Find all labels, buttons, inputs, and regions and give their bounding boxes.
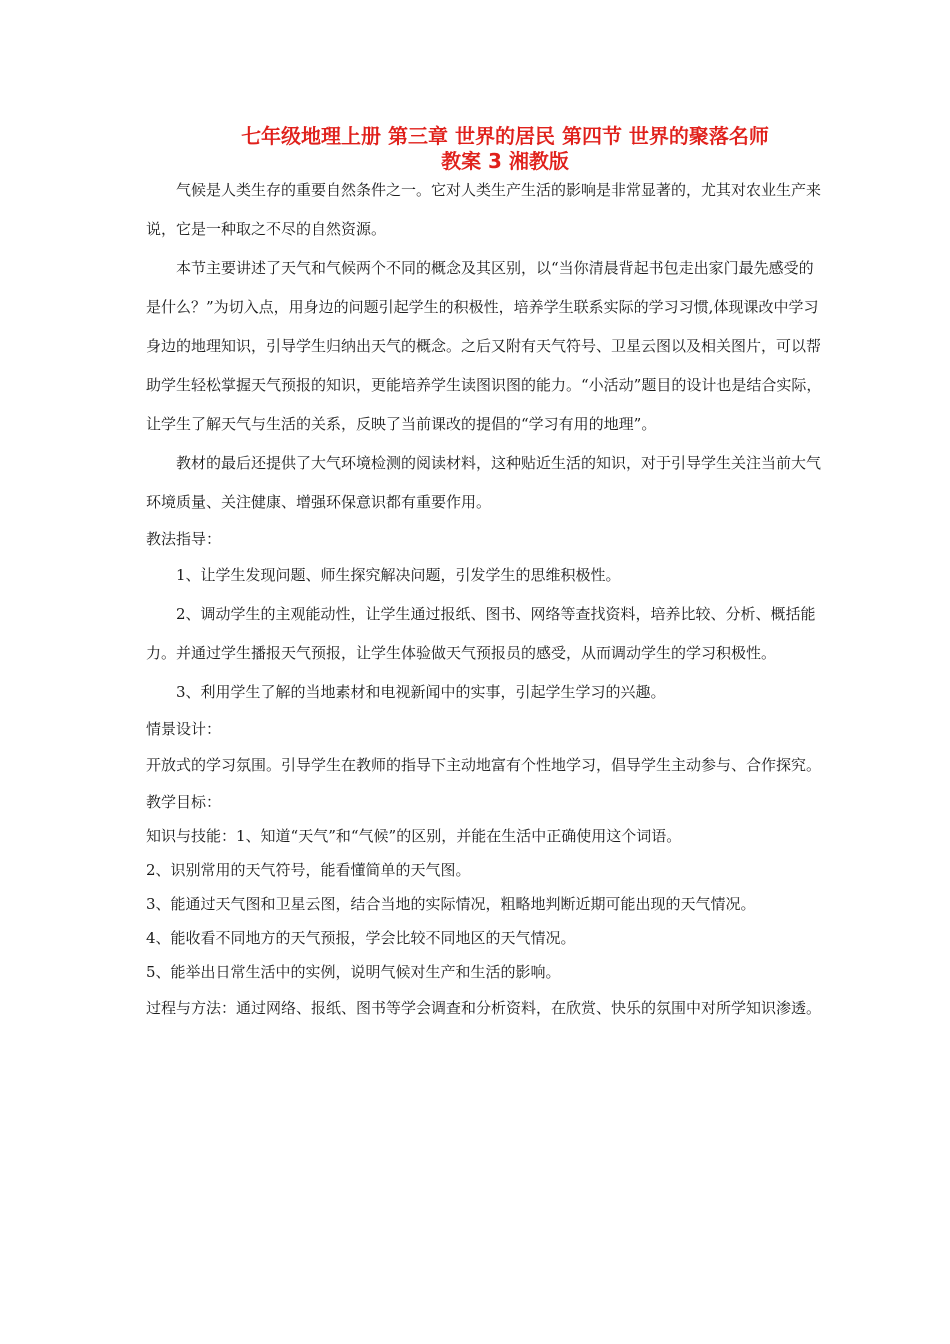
goal-item-3: 3、能通过天气图和卫星云图，结合当地的实际情况，粗略地判断近期可能出现的天气情况。 bbox=[146, 895, 756, 913]
goal-heading: 教学目标： bbox=[146, 793, 222, 811]
method-item-3: 3、利用学生了解的当地素材和电视新闻中的实事，引起学生学习的兴趣。 bbox=[176, 683, 666, 701]
scene-heading: 情景设计： bbox=[146, 720, 222, 738]
method-item-2: 2、调动学生的主观能动性，让学生通过报纸、图书、网络等查找资料，培养比较、分析、概括能力。并通过学生播报天气预报，让学生体验做天气预报员的感受，从而调动学生的学习积极性。 bbox=[146, 605, 816, 662]
method-heading: 教法指导： bbox=[146, 530, 222, 548]
document-title bbox=[180, 124, 830, 174]
goal-item-4: 4、能收看不同地方的天气预报，学会比较不同地区的天气情况。 bbox=[146, 929, 576, 947]
intro-paragraph-2: 本节主要讲述了天气和气候两个不同的概念及其区别，以“当你清晨背起书包走出家门最先感受的是什么？”为切入点，用身边的问题引起学生的积极性，培养学生联系实际的学习习惯,体现课改中学习身边的地理知识，引导学生归纳出天气的概念。之后又附有天气符号、卫星云图以及相关图片，可以帮助学生轻松掌握天气预报的知识，更能培养学生读图识图的能力。“小活动”题目的设计也是结合实际，让学生了解天气与生活的关系，反映了当前课改的提倡的“学习有用的地理”。 bbox=[146, 259, 822, 433]
document-title-line-1: 七年级地理上册 第三章 世界的居民 第四节 世界的聚落名师 bbox=[241, 124, 769, 148]
goal-item-2: 2、识别常用的天气符号，能看懂简单的天气图。 bbox=[146, 861, 471, 879]
goal-item-1: 知识与技能：1、知道“天气”和“气候”的区别，并能在生活中正确使用这个词语。 bbox=[146, 827, 682, 845]
method-item-1: 1、让学生发现问题、师生探究解决问题，引发学生的思维积极性。 bbox=[176, 566, 621, 584]
scene-text: 开放式的学习氛围。引导学生在教师的指导下主动地富有个性地学习，倡导学生主动参与、合作探究。 bbox=[146, 756, 822, 774]
document-body bbox=[146, 171, 826, 1028]
document-title-line-2: 教案 3 湘教版 bbox=[441, 149, 569, 173]
goal-item-5: 5、能举出日常生活中的实例，说明气候对生产和生活的影响。 bbox=[146, 963, 561, 981]
process-text: 过程与方法：通过网络、报纸、图书等学会调查和分析资料，在欣赏、快乐的氛围中对所学知识渗透。 bbox=[146, 999, 822, 1017]
intro-paragraph-1: 气候是人类生存的重要自然条件之一。它对人类生产生活的影响是非常显著的，尤其对农业生产来说，它是一种取之不尽的自然资源。 bbox=[146, 181, 822, 238]
intro-paragraph-3: 教材的最后还提供了大气环境检测的阅读材料，这种贴近生活的知识，对于引导学生关注当前大气环境质量、关注健康、增强环保意识都有重要作用。 bbox=[146, 454, 822, 511]
